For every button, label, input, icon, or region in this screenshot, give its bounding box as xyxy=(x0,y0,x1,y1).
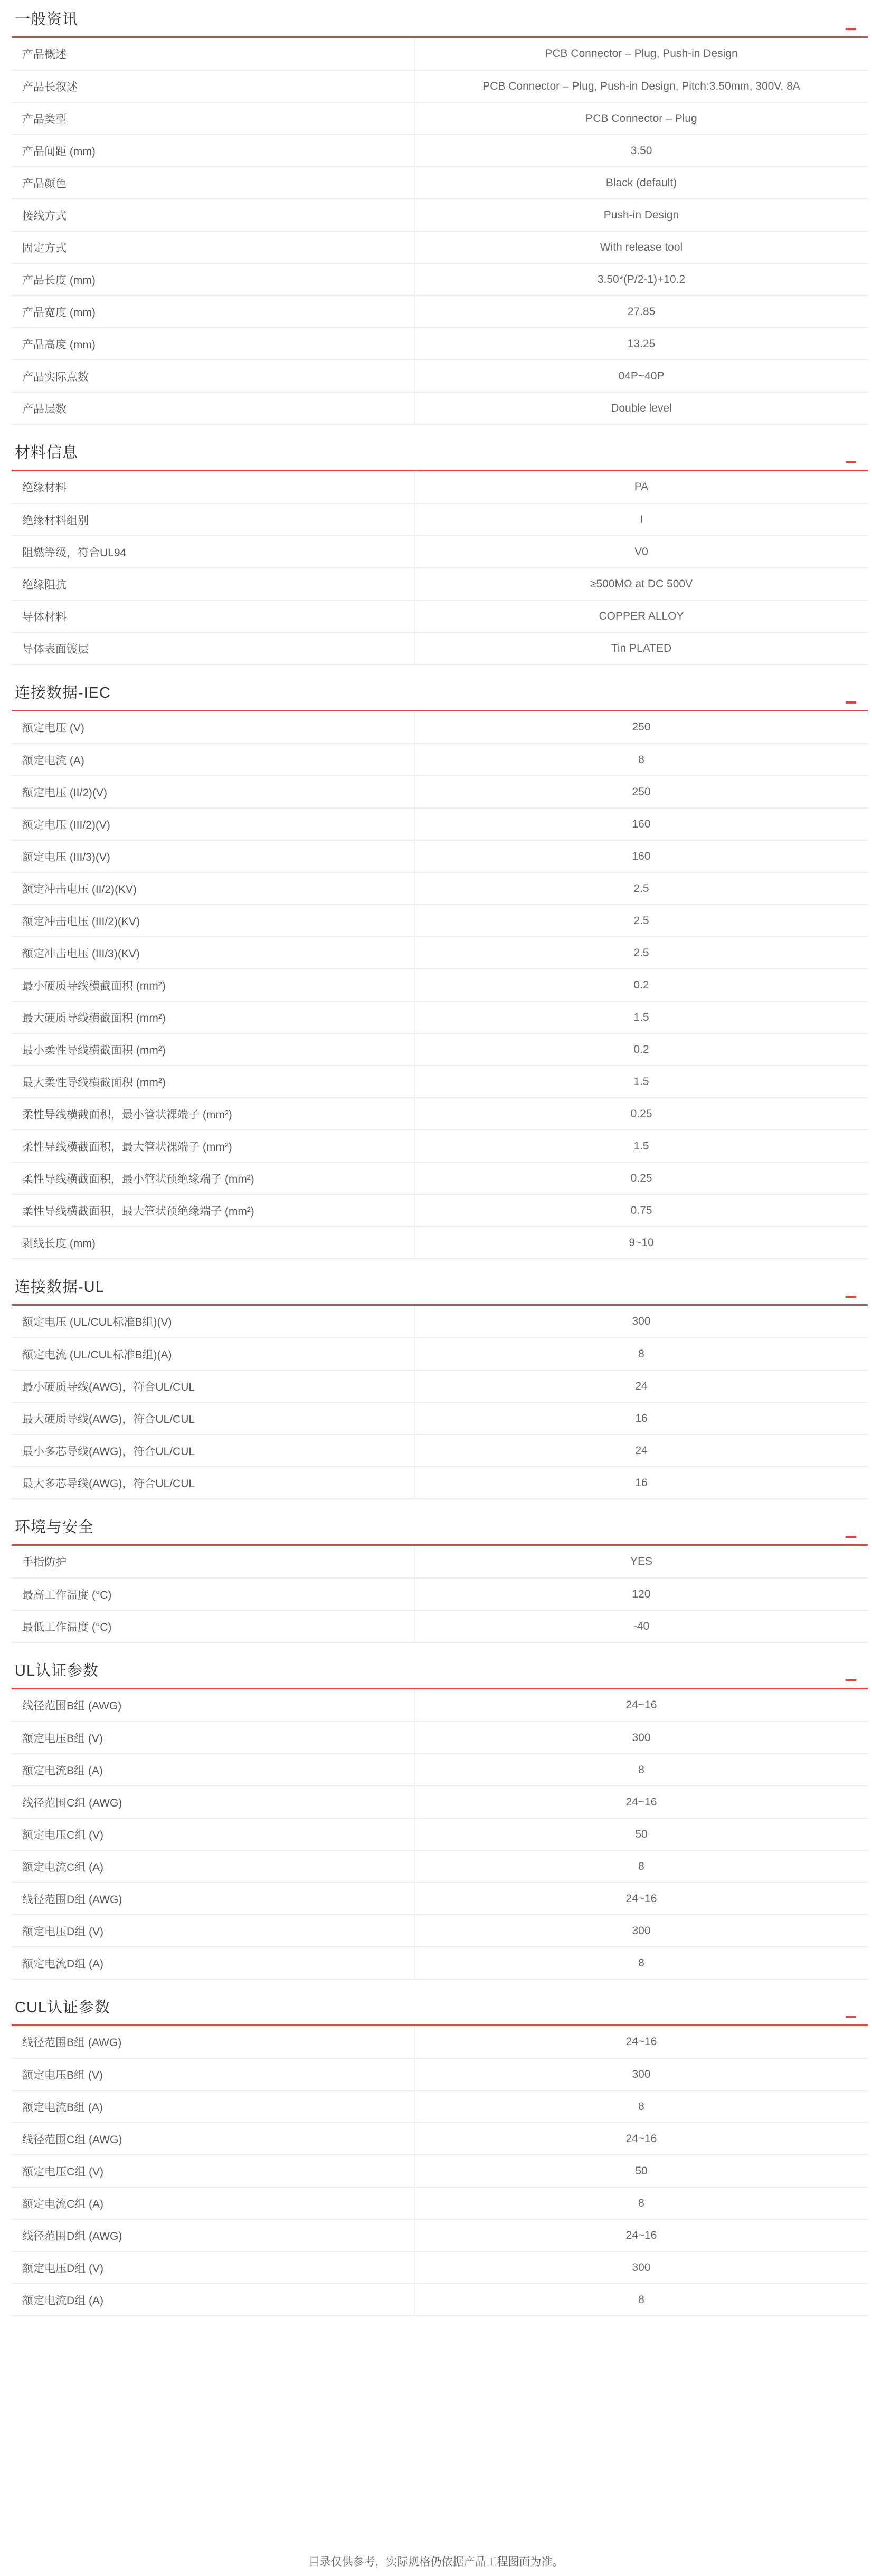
table-row xyxy=(12,360,868,392)
spec-label: 产品类型 xyxy=(12,102,414,135)
section-header[interactable] xyxy=(12,433,868,471)
spec-value: 8 xyxy=(414,2090,868,2123)
spec-label: 额定电流 (UL/CUL标准B组)(A) xyxy=(12,1338,414,1370)
spec-value: 8 xyxy=(414,2187,868,2219)
spec-label: 导体表面镀层 xyxy=(12,632,414,664)
table-row xyxy=(12,1066,868,1098)
table-row xyxy=(12,937,868,969)
table-row xyxy=(12,2026,868,2058)
spec-label: 额定电压 (III/2)(V) xyxy=(12,808,414,840)
spec-value: PCB Connector – Plug, Push-in Design xyxy=(414,38,868,70)
spec-value: 2.5 xyxy=(414,872,868,905)
spec-label: 线径范围C组 (AWG) xyxy=(12,1786,414,1818)
spec-table xyxy=(12,471,868,665)
spec-value: 160 xyxy=(414,808,868,840)
table-row xyxy=(12,568,868,600)
table-row xyxy=(12,1467,868,1499)
table-row xyxy=(12,231,868,263)
collapse-icon[interactable] xyxy=(846,1296,856,1298)
spec-value: 0.25 xyxy=(414,1162,868,1194)
spec-section-5 xyxy=(12,1651,868,1988)
table-row xyxy=(12,503,868,536)
spec-section-2 xyxy=(12,673,868,1268)
spec-value: Double level xyxy=(414,392,868,424)
table-row xyxy=(12,135,868,167)
spec-label: 最大硬质导线横截面积 (mm²) xyxy=(12,1001,414,1033)
table-row xyxy=(12,1370,868,1402)
spec-value: 3.50*(P/2-1)+10.2 xyxy=(414,263,868,296)
spec-label: 导体材料 xyxy=(12,600,414,632)
spec-value: 8 xyxy=(414,1754,868,1786)
section-header[interactable] xyxy=(12,1988,868,2026)
table-row xyxy=(12,1722,868,1754)
spec-value: PCB Connector – Plug xyxy=(414,102,868,135)
spec-label: 产品宽度 (mm) xyxy=(12,296,414,328)
spec-label: 最大多芯导线(AWG)，符合UL/CUL xyxy=(12,1467,414,1499)
table-row xyxy=(12,2058,868,2090)
table-row xyxy=(12,1610,868,1642)
spec-value: 8 xyxy=(414,1850,868,1883)
spec-label: 固定方式 xyxy=(12,231,414,263)
table-row xyxy=(12,1786,868,1818)
table-row xyxy=(12,38,868,70)
table-row xyxy=(12,969,868,1001)
spec-label: 最低工作温度 (°C) xyxy=(12,1610,414,1642)
spec-label: 产品长度 (mm) xyxy=(12,263,414,296)
table-row xyxy=(12,840,868,872)
spec-table xyxy=(12,38,868,425)
spec-table xyxy=(12,1689,868,1980)
table-row xyxy=(12,905,868,937)
table-row xyxy=(12,392,868,424)
table-row xyxy=(12,536,868,568)
spec-value: 300 xyxy=(414,2058,868,2090)
spec-label: 绝缘阻抗 xyxy=(12,568,414,600)
collapse-icon[interactable] xyxy=(846,28,856,30)
spec-label: 线径范围B组 (AWG) xyxy=(12,1689,414,1722)
spec-label: 产品颜色 xyxy=(12,167,414,199)
spec-value: 24 xyxy=(414,1370,868,1402)
spec-value: 0.2 xyxy=(414,969,868,1001)
spec-value: 13.25 xyxy=(414,328,868,360)
spec-label: 柔性导线横截面积，最大管状预绝缘端子 (mm²) xyxy=(12,1194,414,1227)
spec-section-0 xyxy=(12,0,868,433)
spec-section-3 xyxy=(12,1268,868,1508)
collapse-icon[interactable] xyxy=(846,2016,856,2018)
spec-label: 额定电流C组 (A) xyxy=(12,2187,414,2219)
spec-value: 0.2 xyxy=(414,1033,868,1066)
table-row xyxy=(12,1338,868,1370)
spec-value: 250 xyxy=(414,711,868,744)
spec-value: 16 xyxy=(414,1402,868,1434)
spec-label: 线径范围B组 (AWG) xyxy=(12,2026,414,2058)
table-row xyxy=(12,1130,868,1162)
spec-value: 160 xyxy=(414,840,868,872)
spec-value: 0.75 xyxy=(414,1194,868,1227)
spec-value: Black (default) xyxy=(414,167,868,199)
collapse-icon[interactable] xyxy=(846,1679,856,1681)
spec-label: 最小硬质导线横截面积 (mm²) xyxy=(12,969,414,1001)
section-title: CUL认证参数 xyxy=(15,1999,111,2016)
spec-label: 线径范围D组 (AWG) xyxy=(12,1883,414,1915)
spec-value: 24~16 xyxy=(414,1786,868,1818)
spec-value: 8 xyxy=(414,2284,868,2316)
spec-value: 24~16 xyxy=(414,1689,868,1722)
spec-value: 16 xyxy=(414,1467,868,1499)
spec-value: 0.25 xyxy=(414,1098,868,1130)
spec-label: 额定电压C组 (V) xyxy=(12,1818,414,1850)
spec-label: 额定电压C组 (V) xyxy=(12,2155,414,2187)
spec-value: 1.5 xyxy=(414,1001,868,1033)
section-title: 一般资讯 xyxy=(15,11,79,28)
table-row xyxy=(12,872,868,905)
spec-value: I xyxy=(414,503,868,536)
table-row xyxy=(12,1883,868,1915)
spec-value: Push-in Design xyxy=(414,199,868,231)
spec-value: -40 xyxy=(414,1610,868,1642)
spec-value: 24 xyxy=(414,1434,868,1467)
spec-label: 产品长叙述 xyxy=(12,70,414,102)
spec-label: 额定电流B组 (A) xyxy=(12,1754,414,1786)
spec-label: 额定电压B组 (V) xyxy=(12,2058,414,2090)
table-row xyxy=(12,199,868,231)
spec-label: 接线方式 xyxy=(12,199,414,231)
table-row xyxy=(12,1689,868,1722)
collapse-icon[interactable] xyxy=(846,701,856,704)
spec-section-6 xyxy=(12,1988,868,2325)
table-row xyxy=(12,1194,868,1227)
spec-label: 额定电流D组 (A) xyxy=(12,2284,414,2316)
table-row xyxy=(12,2090,868,2123)
section-header[interactable] xyxy=(12,1268,868,1306)
spec-label: 最高工作温度 (°C) xyxy=(12,1578,414,1610)
spec-label: 绝缘材料 xyxy=(12,471,414,503)
table-row xyxy=(12,600,868,632)
section-header[interactable] xyxy=(12,1651,868,1689)
table-row xyxy=(12,1162,868,1194)
spec-value: 2.5 xyxy=(414,937,868,969)
spec-value: PA xyxy=(414,471,868,503)
table-row xyxy=(12,2219,868,2251)
spec-value: 27.85 xyxy=(414,296,868,328)
spec-label: 额定电压 (UL/CUL标准B组)(V) xyxy=(12,1306,414,1338)
spec-label: 额定电流C组 (A) xyxy=(12,1850,414,1883)
table-row xyxy=(12,1001,868,1033)
table-row xyxy=(12,1402,868,1434)
table-row xyxy=(12,1915,868,1947)
spec-label: 额定电流D组 (A) xyxy=(12,1947,414,1979)
table-row xyxy=(12,2251,868,2284)
table-row xyxy=(12,1578,868,1610)
spec-label: 最大硬质导线(AWG)，符合UL/CUL xyxy=(12,1402,414,1434)
section-title: 连接数据-UL xyxy=(15,1279,105,1296)
section-header[interactable] xyxy=(12,673,868,711)
spec-label: 额定电压 (V) xyxy=(12,711,414,744)
spec-value: V0 xyxy=(414,536,868,568)
spec-label: 产品间距 (mm) xyxy=(12,135,414,167)
table-row xyxy=(12,1227,868,1259)
spec-value: 9~10 xyxy=(414,1227,868,1259)
table-row xyxy=(12,1754,868,1786)
table-row xyxy=(12,2284,868,2316)
table-row xyxy=(12,1818,868,1850)
spec-value: ≥500MΩ at DC 500V xyxy=(414,568,868,600)
table-row xyxy=(12,632,868,664)
spec-value: 300 xyxy=(414,1915,868,1947)
spec-value: 1.5 xyxy=(414,1130,868,1162)
table-row xyxy=(12,776,868,808)
collapse-icon[interactable] xyxy=(846,1536,856,1538)
spec-value: With release tool xyxy=(414,231,868,263)
spec-value: PCB Connector – Plug, Push-in Design, Pitch:3.50mm, 300V, 8A xyxy=(414,70,868,102)
spec-value: 250 xyxy=(414,776,868,808)
spec-value: Tin PLATED xyxy=(414,632,868,664)
spec-label: 额定电流 (A) xyxy=(12,744,414,776)
spec-label: 最小柔性导线横截面积 (mm²) xyxy=(12,1033,414,1066)
spec-value: 8 xyxy=(414,744,868,776)
spec-label: 额定电压 (II/2)(V) xyxy=(12,776,414,808)
spec-label: 额定电压B组 (V) xyxy=(12,1722,414,1754)
spec-label: 绝缘材料组别 xyxy=(12,503,414,536)
spec-label: 产品层数 xyxy=(12,392,414,424)
collapse-icon[interactable] xyxy=(846,461,856,463)
table-row xyxy=(12,1546,868,1578)
spec-value: 04P~40P xyxy=(414,360,868,392)
table-row xyxy=(12,328,868,360)
spec-table xyxy=(12,1546,868,1643)
spec-label: 阻燃等级，符合UL94 xyxy=(12,536,414,568)
spec-label: 柔性导线横截面积，最小管状裸端子 (mm²) xyxy=(12,1098,414,1130)
spec-value: 3.50 xyxy=(414,135,868,167)
table-row xyxy=(12,1098,868,1130)
section-title: 连接数据-IEC xyxy=(15,685,111,701)
footer-note: 目录仅供参考，实际规格仍依据产品工程图面为准。 xyxy=(308,2556,564,2568)
table-row xyxy=(12,2187,868,2219)
table-row xyxy=(12,744,868,776)
spec-label: 额定冲击电压 (III/3)(KV) xyxy=(12,937,414,969)
table-row xyxy=(12,1033,868,1066)
spec-label: 线径范围C组 (AWG) xyxy=(12,2123,414,2155)
spec-section-1 xyxy=(12,433,868,673)
spec-value: YES xyxy=(414,1546,868,1578)
table-row xyxy=(12,711,868,744)
spec-value: 300 xyxy=(414,1306,868,1338)
section-title: 材料信息 xyxy=(15,444,79,461)
table-row xyxy=(12,2155,868,2187)
spec-table xyxy=(12,1306,868,1499)
spec-label: 线径范围D组 (AWG) xyxy=(12,2219,414,2251)
spec-label: 柔性导线横截面积，最小管状预绝缘端子 (mm²) xyxy=(12,1162,414,1194)
spec-label: 柔性导线横截面积，最大管状裸端子 (mm²) xyxy=(12,1130,414,1162)
spec-value: 8 xyxy=(414,1947,868,1979)
spec-label: 额定电压D组 (V) xyxy=(12,1915,414,1947)
spec-table xyxy=(12,711,868,1259)
spec-value: 300 xyxy=(414,1722,868,1754)
spec-label: 额定冲击电压 (III/2)(KV) xyxy=(12,905,414,937)
spec-label: 产品概述 xyxy=(12,38,414,70)
table-row xyxy=(12,1850,868,1883)
spec-value: 50 xyxy=(414,1818,868,1850)
spec-value: 24~16 xyxy=(414,2026,868,2058)
spec-value: 8 xyxy=(414,1338,868,1370)
table-row xyxy=(12,1306,868,1338)
section-header[interactable] xyxy=(12,0,868,38)
table-row xyxy=(12,102,868,135)
table-row xyxy=(12,296,868,328)
spec-value: 120 xyxy=(414,1578,868,1610)
spec-label: 最小多芯导线(AWG)，符合UL/CUL xyxy=(12,1434,414,1467)
spec-label: 额定冲击电压 (II/2)(KV) xyxy=(12,872,414,905)
table-row xyxy=(12,167,868,199)
spec-label: 剥线长度 (mm) xyxy=(12,1227,414,1259)
spec-section-4 xyxy=(12,1508,868,1651)
spec-label: 手指防护 xyxy=(12,1546,414,1578)
table-row xyxy=(12,471,868,503)
spec-label: 最大柔性导线横截面积 (mm²) xyxy=(12,1066,414,1098)
table-row xyxy=(12,70,868,102)
table-row xyxy=(12,1947,868,1979)
spec-value: COPPER ALLOY xyxy=(414,600,868,632)
spec-label: 产品高度 (mm) xyxy=(12,328,414,360)
table-row xyxy=(12,1434,868,1467)
table-row xyxy=(12,263,868,296)
spec-value: 50 xyxy=(414,2155,868,2187)
spec-label: 产品实际点数 xyxy=(12,360,414,392)
spec-value: 24~16 xyxy=(414,1883,868,1915)
spec-value: 1.5 xyxy=(414,1066,868,1098)
section-title: 环境与安全 xyxy=(15,1519,94,1536)
spec-value: 24~16 xyxy=(414,2123,868,2155)
spec-value: 24~16 xyxy=(414,2219,868,2251)
section-header[interactable] xyxy=(12,1508,868,1546)
section-title: UL认证参数 xyxy=(15,1662,99,1679)
spec-value: 2.5 xyxy=(414,905,868,937)
table-row xyxy=(12,808,868,840)
spec-label: 额定电压D组 (V) xyxy=(12,2251,414,2284)
spec-label: 额定电流B组 (A) xyxy=(12,2090,414,2123)
spec-value: 300 xyxy=(414,2251,868,2284)
spec-label: 最小硬质导线(AWG)，符合UL/CUL xyxy=(12,1370,414,1402)
table-row xyxy=(12,2123,868,2155)
spec-table xyxy=(12,2026,868,2316)
spec-label: 额定电压 (III/3)(V) xyxy=(12,840,414,872)
